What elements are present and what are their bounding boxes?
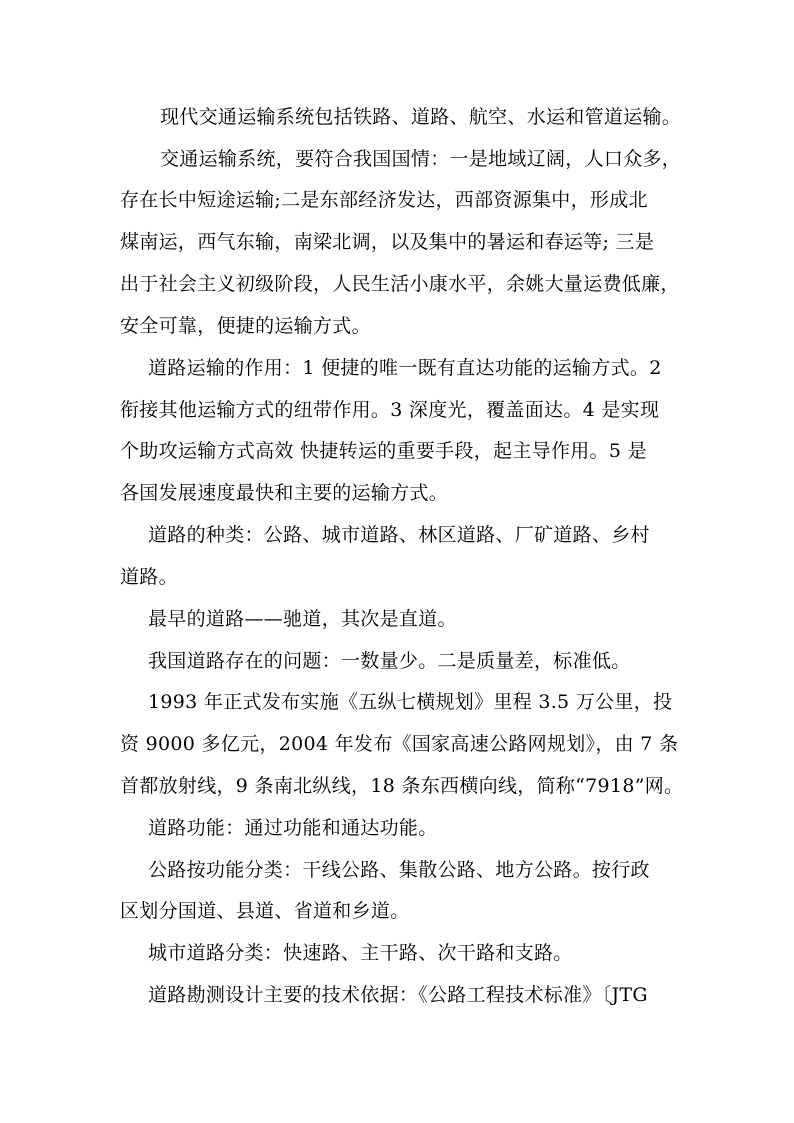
text-line: 资 9000 多亿元，2004 年发布《国家高速公路网规划》，由 7 条 — [120, 733, 679, 755]
text-line: 公路按功能分类：干线公路、集散公路、地方公路。按行政 — [148, 859, 650, 881]
text-line: 道路运输的作用：1 便捷的唯一既有直达功能的运输方式。2 — [148, 357, 662, 379]
text-line: 煤南运，西气东输，南梁北调，以及集中的暑运和春运等; 三是 — [120, 231, 655, 253]
text-line: 现代交通运输系统包括铁路、道路、航空、水运和管道运输。 — [160, 106, 682, 128]
text-line: 道路。 — [120, 566, 178, 588]
text-line: 我国道路存在的问题：一数量少。二是质量差，标准低。 — [148, 650, 631, 672]
text-line: 区划分国道、县道、省道和乡道。 — [120, 900, 410, 922]
text-line: 各国发展速度最快和主要的运输方式。 — [120, 482, 449, 504]
text-line: 个助攻运输方式高效 快捷转运的重要手段，起主导作用。5 是 — [120, 440, 647, 462]
text-line: 交通运输系统，要符合我国国情：一是地域辽阔，人口众多， — [160, 148, 682, 170]
text-line: 道路勘测设计主要的技术依据：《公路工程技术标准》〔JTG — [148, 984, 648, 1006]
text-line: 衔接其他运输方式的纽带作用。3 深度光，覆盖面达。4 是实现 — [120, 399, 660, 421]
text-line: 首都放射线，9 条南北纵线，18 条东西横向线，简称“7918”网。 — [120, 775, 684, 797]
text-line: 存在长中短途运输;二是东部经济发达，西部资源集中，形成北 — [120, 189, 648, 211]
text-line: 安全可靠，便捷的运输方式。 — [120, 315, 371, 337]
text-line: 出于社会主义初级阶段，人民生活小康水平，余姚大量运费低廉， — [120, 273, 680, 295]
text-line: 1993 年正式发布实施《五纵七横规划》里程 3.5 万公里，投 — [148, 691, 673, 713]
text-line: 城市道路分类：快速路、主干路、次干路和支路。 — [148, 942, 573, 964]
text-line: 最早的道路——驰道，其次是直道。 — [148, 608, 457, 630]
text-line: 道路功能：通过功能和通达功能。 — [148, 817, 438, 839]
text-line: 道路的种类：公路、城市道路、林区道路、厂矿道路、乡村 — [148, 524, 650, 546]
